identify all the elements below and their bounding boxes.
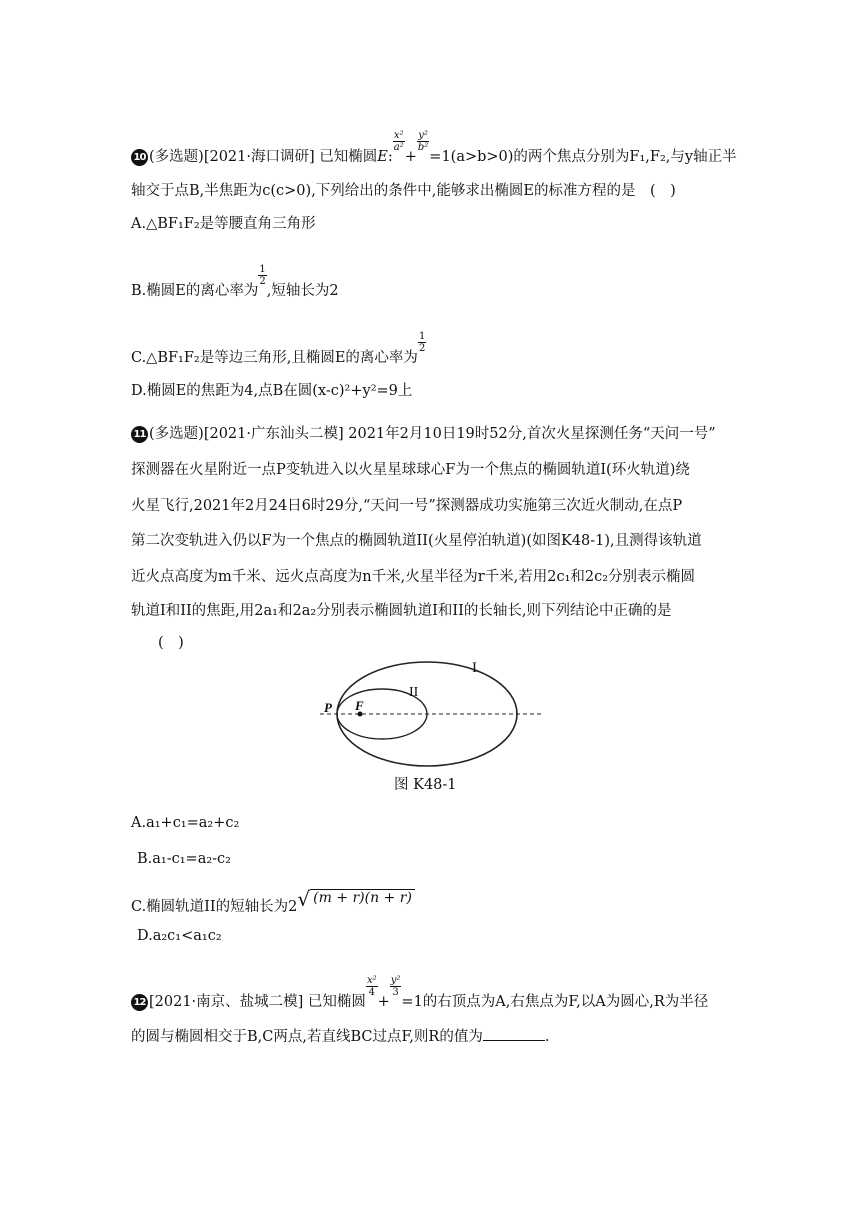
q10-source: (多选题)[2021·海口调研] 已知椭圆 <box>149 149 378 165</box>
q11-line6: 轨道I和II的焦距,用2a₁和2a₂分别表示椭圆轨道I和II的长轴长,则下列结论中正确的是 <box>131 603 672 619</box>
label-F: F <box>355 698 364 713</box>
q10-frac-x: $\frac{\text{x²}}{\text{a²}}$ <box>393 130 404 153</box>
q12-frac-y: $\frac{\text{y²}}{3}$ <box>390 975 401 998</box>
q10-line1: 10 (多选题)[2021·海口调研] 已知椭圆E: $\frac{\text{x²}}{\text{a²}}$ + $\frac{\text{y²}}{\text{b²}}$ =1(a>b>0)的两个焦点分别为F₁,F₂,与y轴正半 <box>131 144 737 167</box>
q12-line2: 的圆与椭圆相交于B,C两点,若直线BC过点F,则R的值为 . <box>131 1026 549 1047</box>
answer-blank[interactable] <box>483 1026 545 1041</box>
q10-option-a: A.△BF₁F₂是等腰直角三角形 <box>131 216 316 232</box>
q11-option-c: C.椭圆轨道II的短轴长为2√ (m + r)(n + r) <box>131 894 415 917</box>
label-P: P <box>324 700 332 715</box>
q11-option-d: D.a₂c₁<a₁c₂ <box>137 928 222 944</box>
q10-eq-rest: =1(a>b>0)的两个焦点分别为F₁,F₂,与y轴正半 <box>429 149 737 165</box>
label-I: I <box>472 660 477 676</box>
q11-option-c-sqrt: √ (m + r)(n + r) <box>297 885 415 908</box>
q11-option-b: B.a₁-c₁=a₂-c₂ <box>137 851 231 867</box>
orbit-figure <box>0 652 860 772</box>
q10-line2: 轴交于点B,半焦距为c(c>0),下列给出的条件中,能够求出椭圆E的标准方程的是 ( ) <box>131 183 676 199</box>
q10-ellipse-name: E <box>377 149 388 165</box>
q10-option-d: D.椭圆E的焦距为4,点B在圆(x-c)²+y²=9上 <box>131 383 413 399</box>
q11-line7: ( ) <box>158 635 184 651</box>
q11-line4: 第二次变轨进入仍以F为一个焦点的椭圆轨道II(火星停泊轨道)(如图K48-1),且测得该轨道 <box>131 533 702 549</box>
q12-line1: 12 [2021·南京、盐城二模] 已知椭圆 $\frac{\text{x²}}{4}$ + $\frac{\text{y²}}{3}$ =1的右顶点为A,右焦点为F,以A为圆心,R为半径 <box>131 989 708 1012</box>
q10-option-c: C.△BF₁F₂是等边三角形,且椭圆E的离心率为 $\frac{1}{2}$ <box>131 331 426 366</box>
q10-option-b-frac: $\frac{1}{2}$ <box>259 264 266 287</box>
q11-number-badge: 11 <box>131 426 148 443</box>
q11-line1: 11 (多选题)[2021·广东汕头二模] 2021年2月10日19时52分,首次火星探测任务“天问一号” <box>131 424 716 444</box>
q10-option-b: B.椭圆E的离心率为 $\frac{1}{2}$ ,短轴长为2 <box>131 264 339 299</box>
q12-number-badge: 12 <box>131 994 148 1011</box>
q11-line2: 探测器在火星附近一点P变轨进入以火星星球球心F为一个焦点的椭圆轨道I(环火轨道)绕 <box>131 462 690 478</box>
q11-line3: 火星飞行,2021年2月24日6时29分,“天问一号”探测器成功实施第三次近火制动,在点P <box>131 498 683 514</box>
q10-number-badge: 10 <box>131 149 148 166</box>
q12-frac-x: $\frac{\text{x²}}{4}$ <box>366 975 377 998</box>
q10-option-c-frac: $\frac{1}{2}$ <box>418 331 426 354</box>
q11-line5: 近火点高度为m千米、远火点高度为n千米,火星半径为r千米,若用2c₁和2c₂分别表示椭圆 <box>131 569 696 585</box>
q11-option-a: A.a₁+c₁=a₂+c₂ <box>131 815 240 831</box>
figure-caption: 图 K48-1 <box>394 777 457 793</box>
q10-frac-y: $\frac{\text{y²}}{\text{b²}}$ <box>417 130 429 153</box>
label-II: II <box>409 685 419 700</box>
